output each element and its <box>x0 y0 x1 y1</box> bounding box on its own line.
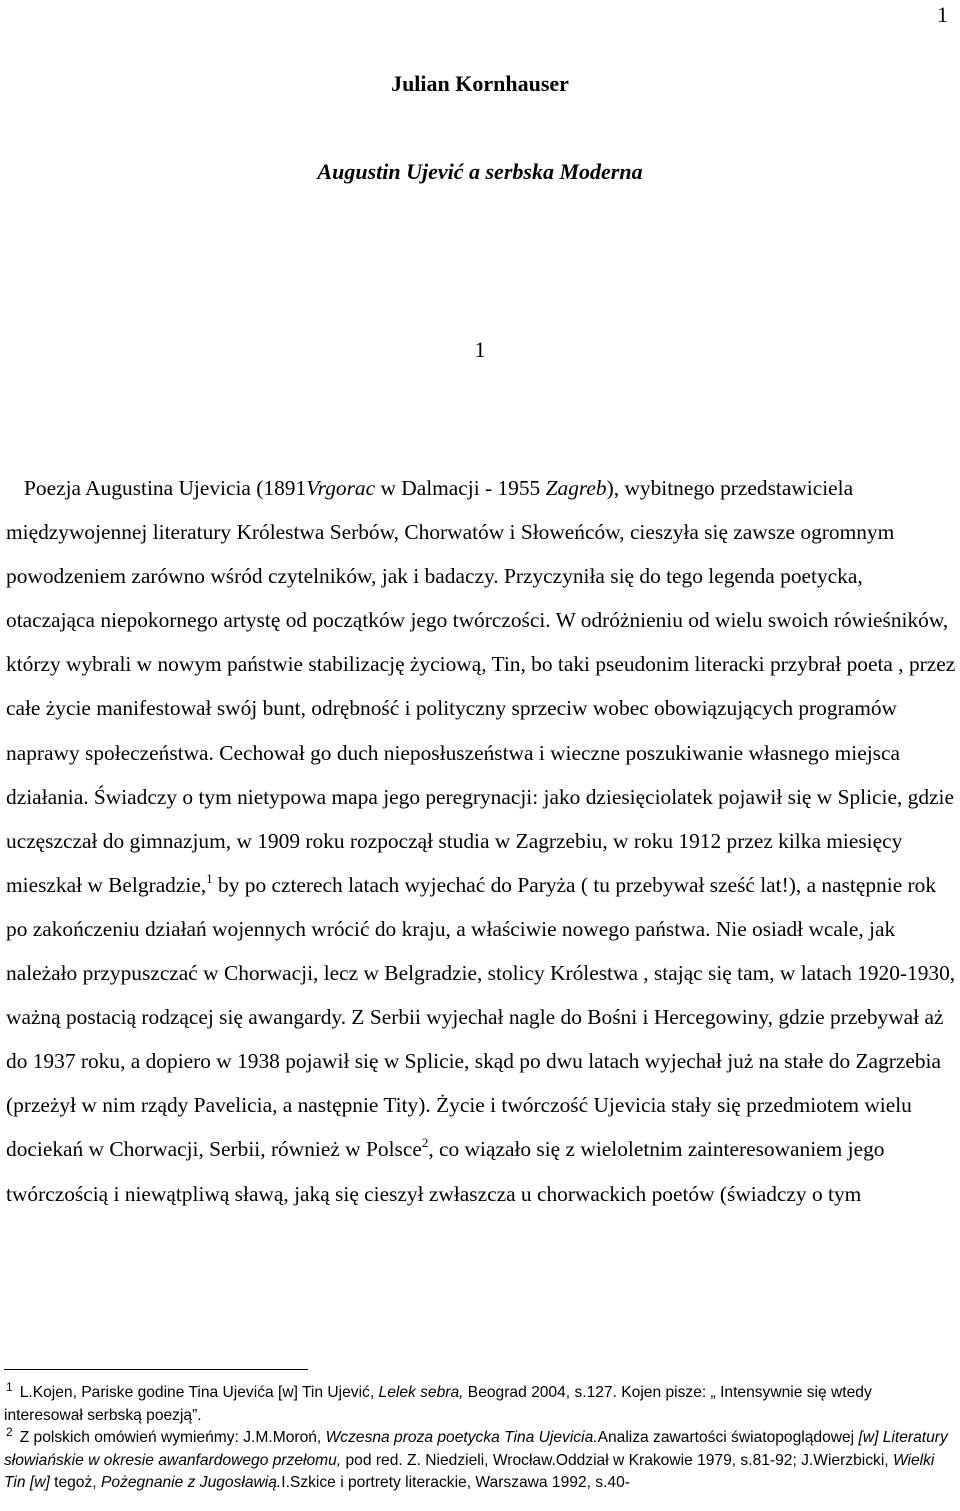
footnote-text: L.Kojen, Pariske godine Tina Ujevića [w] Tin Ujević, <box>19 1384 379 1401</box>
footnote-separator <box>4 1369 308 1370</box>
page-number: 1 <box>937 2 948 27</box>
paragraph-text: by po czterech latach wyjechać do Paryża ( tu przebywał sześć lat!), a następnie rok po zakończeniu działań wojennych wrócić do kraju, a właściwie nowego państwa. Nie osiadł wcale, jak należało przypuszczać w Chorwacji, lecz w Belgradzie, stolicy Królestwa , stając się tam, w latach 1920-1930, ważną postacią rodzącej się awangardy. Z Serbii wyjechał nagle do Bośni i Hercegowiny, gdzie przebywał aż do 1937 roku, a dopiero w 1938 pojawił się w Splicie, skąd po dwu latach wyjechał już na stałe do Zagrzebia (przeżył w nim rządy Pavelicia, a następnie Tity). Życie i twórczość Ujevicia stały się przedmiotem wielu dociekań w Chorwacji, Serbii, również w Polsce <box>6 872 956 1162</box>
footnote-text: Warszawa 1992, s.40- <box>471 1474 630 1491</box>
body-text <box>6 466 956 1216</box>
footnote-book-title: Lelek sebra, <box>378 1384 464 1401</box>
footnote-book-title: Wczesna proza poetycka Tina Ujevicia. <box>325 1429 598 1446</box>
footnote-mark: 1 <box>6 1380 13 1394</box>
place-name: Zagreb <box>545 476 607 500</box>
footnote-book-title: Pożegnanie z Jugosławią. <box>100 1474 282 1491</box>
footnote <box>4 1382 954 1427</box>
footnote <box>4 1427 954 1495</box>
footnote-text: Analiza zawartości światopoglądowej <box>597 1429 859 1446</box>
paragraph-text: w Dalmacji - 1955 <box>375 476 546 500</box>
paragraph-text: ), wybitnego przedstawiciela międzywojennej literatury Królestwa Serbów, Chorwatów i Słoweńców, cieszyła się zawsze ogromnym powodzeniem zarówno wśród czytelników, jak i badaczy. Przyczyniła się do tego legenda poetycka, otaczająca niepokornego artystę od początków jego twórczości. W odróżnieniu od wielu swoich rówieśników, którzy wybrali w nowym państwie stabilizację życiową, Tin, bo taki pseudonim literacki przybrał poeta , przez całe życie manifestował swój bunt, odrębność i polityczny sprzeciw wobec obowiązujących programów naprawy społeczeństwa. Cechował go duch nieposłuszeństwa i wieczne poszukiwanie własnego miejsca działania. Świadczy o tym nietypowa mapa jego peregrynacji: jako dziesięciolatek pojawił się w Splicie, gdzie uczęszczał do gimnazjum, w 1909 roku rozpoczął studia w Zagrzebiu, w roku 1912 przez kilka miesięcy mieszkał w Belgradzie, <box>6 476 956 897</box>
footnote-text: pod red. Z. Niedzieli, Wrocław.Oddział w Krakowie 1979, s.81-92; J.Wierzbicki, <box>341 1451 893 1469</box>
paragraph-text: , co wiązało się z wieloletnim zainteresowaniem jego twórczością i niewątpliwą sławą, jaką się cieszył zwłaszcza u chorwackich poetów (świadczy o tym <box>6 1137 885 1206</box>
article-title: Augustin Ujević a serbska Moderna <box>317 159 643 184</box>
footnotes <box>4 1382 954 1495</box>
paragraph-text: Poezja Augustina Ujevicia (1891 <box>24 476 307 500</box>
footnote-book-title: [w] Literatury słowiańskie w okresie awanfardowego przełomu, <box>4 1429 948 1469</box>
footnote-reference[interactable]: 2 <box>421 1135 429 1151</box>
paragraph <box>6 466 956 1216</box>
footnote-text: Beograd 2004, s.127. Kojen pisze: „ Intensywnie się wtedy interesował serbską poezją”. <box>4 1384 872 1424</box>
footnote-text: I.Szkice i portrety literackie, <box>281 1474 472 1491</box>
footnote-text: Z polskich omówień wymieńmy: J.M.Moroń, <box>19 1429 326 1446</box>
footnote-book-title: Wielki Tin [w] <box>4 1451 935 1491</box>
footnote-reference[interactable]: 1 <box>206 870 213 886</box>
footnote-text: tegoż, <box>49 1474 101 1491</box>
section-number: 1 <box>474 337 486 362</box>
place-name: Vrgorac <box>306 476 376 500</box>
footnote-mark: 2 <box>6 1425 13 1439</box>
author-name: Julian Kornhauser <box>391 71 569 96</box>
